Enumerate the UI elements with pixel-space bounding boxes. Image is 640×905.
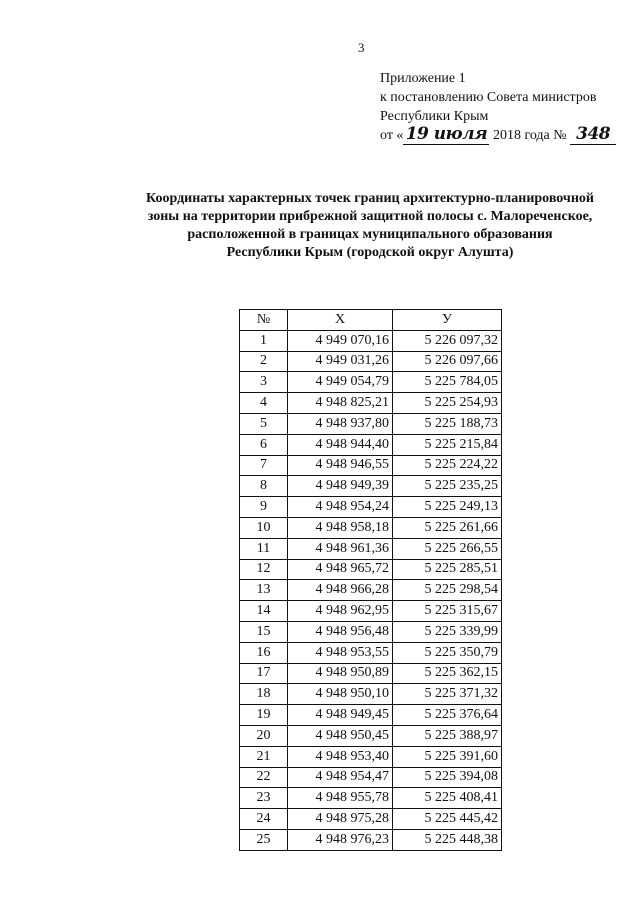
page-number: 3	[358, 40, 365, 55]
cell-y: 5 225 350,79	[393, 642, 502, 663]
cell-x: 4 948 949,45	[288, 705, 393, 726]
cell-y: 5 225 215,84	[393, 434, 502, 455]
table-row	[240, 829, 502, 850]
handwritten-date	[403, 126, 489, 145]
cell-number: 11	[240, 538, 288, 559]
cell-y: 5 225 285,51	[393, 559, 502, 580]
cell-x: 4 949 054,79	[288, 372, 393, 393]
table-row	[240, 559, 502, 580]
cell-number: 13	[240, 580, 288, 601]
cell-number: 6	[240, 434, 288, 455]
cell-x: 4 948 950,89	[288, 663, 393, 684]
table-row	[240, 746, 502, 767]
cell-x: 4 948 954,24	[288, 497, 393, 518]
cell-x: 4 948 961,36	[288, 538, 393, 559]
table-row	[240, 684, 502, 705]
handwritten-number-text: 348	[576, 124, 611, 144]
cell-y: 5 225 784,05	[393, 372, 502, 393]
cell-y: 5 225 371,32	[393, 684, 502, 705]
cell-y: 5 225 266,55	[393, 538, 502, 559]
cell-number: 4	[240, 393, 288, 414]
cell-number: 22	[240, 767, 288, 788]
handwritten-number	[570, 126, 616, 145]
table-row	[240, 476, 502, 497]
table-row	[240, 788, 502, 809]
cell-x: 4 948 950,45	[288, 725, 393, 746]
table-row	[240, 434, 502, 455]
cell-y: 5 225 448,38	[393, 829, 502, 850]
annex-title: Приложение 1	[380, 71, 466, 86]
cell-y: 5 225 315,67	[393, 601, 502, 622]
table-row	[240, 580, 502, 601]
cell-y: 5 225 376,64	[393, 705, 502, 726]
table-row	[240, 330, 502, 351]
cell-y: 5 225 445,42	[393, 809, 502, 830]
cell-number: 17	[240, 663, 288, 684]
table-row	[240, 767, 502, 788]
cell-y: 5 225 235,25	[393, 476, 502, 497]
cell-number: 15	[240, 621, 288, 642]
cell-number: 23	[240, 788, 288, 809]
cell-number: 18	[240, 684, 288, 705]
table-row	[240, 538, 502, 559]
title-line-4: Республики Крым (городской округ Алушта)	[226, 245, 514, 260]
cell-x: 4 948 962,95	[288, 601, 393, 622]
cell-y: 5 225 298,54	[393, 580, 502, 601]
cell-x: 4 948 976,23	[288, 829, 393, 850]
annex-resolution: к постановлению Совета министров	[380, 90, 597, 105]
cell-number: 25	[240, 829, 288, 850]
cell-number: 9	[240, 497, 288, 518]
cell-number: 2	[240, 351, 288, 372]
table-row	[240, 621, 502, 642]
table-row	[240, 725, 502, 746]
cell-number: 19	[240, 705, 288, 726]
cell-y: 5 225 188,73	[393, 413, 502, 434]
table-body	[240, 330, 502, 850]
cell-y: 5 225 408,41	[393, 788, 502, 809]
cell-y: 5 226 097,32	[393, 330, 502, 351]
cell-x: 4 948 975,28	[288, 809, 393, 830]
table-row	[240, 497, 502, 518]
handwritten-date-text: 19 июля	[405, 124, 488, 144]
annex-date-line	[380, 126, 616, 145]
cell-y: 5 225 254,93	[393, 393, 502, 414]
table-row	[240, 809, 502, 830]
cell-number: 5	[240, 413, 288, 434]
title-line-3: расположенной в границах муниципального образования	[187, 227, 553, 242]
cell-y: 5 225 261,66	[393, 517, 502, 538]
title-line-2: зоны на территории прибрежной защитной полосы с. Малореченское,	[147, 209, 593, 224]
date-prefix: от «	[380, 128, 404, 143]
table-row	[240, 393, 502, 414]
document-title	[100, 190, 640, 262]
table-row	[240, 705, 502, 726]
cell-number: 1	[240, 330, 288, 351]
cell-number: 3	[240, 372, 288, 393]
cell-number: 16	[240, 642, 288, 663]
cell-x: 4 948 958,18	[288, 517, 393, 538]
cell-x: 4 948 937,80	[288, 413, 393, 434]
year-text: 2018 года №	[492, 128, 567, 143]
cell-x: 4 948 955,78	[288, 788, 393, 809]
table-row	[240, 663, 502, 684]
cell-x: 4 948 966,28	[288, 580, 393, 601]
table-row	[240, 351, 502, 372]
cell-x: 4 948 953,55	[288, 642, 393, 663]
cell-number: 7	[240, 455, 288, 476]
cell-number: 12	[240, 559, 288, 580]
cell-x: 4 949 031,26	[288, 351, 393, 372]
cell-y: 5 225 339,99	[393, 621, 502, 642]
cell-x: 4 948 950,10	[288, 684, 393, 705]
cell-y: 5 225 224,22	[393, 455, 502, 476]
table-row	[240, 413, 502, 434]
cell-y: 5 225 388,97	[393, 725, 502, 746]
cell-number: 8	[240, 476, 288, 497]
cell-x: 4 948 965,72	[288, 559, 393, 580]
header-number: №	[240, 310, 288, 331]
cell-y: 5 225 394,08	[393, 767, 502, 788]
table-row	[240, 642, 502, 663]
cell-x: 4 948 949,39	[288, 476, 393, 497]
cell-number: 14	[240, 601, 288, 622]
header-y: У	[393, 310, 502, 331]
cell-number: 20	[240, 725, 288, 746]
cell-x: 4 948 956,48	[288, 621, 393, 642]
cell-x: 4 949 070,16	[288, 330, 393, 351]
cell-x: 4 948 954,47	[288, 767, 393, 788]
cell-x: 4 948 825,21	[288, 393, 393, 414]
cell-y: 5 226 097,66	[393, 351, 502, 372]
table-row	[240, 601, 502, 622]
cell-x: 4 948 953,40	[288, 746, 393, 767]
cell-number: 24	[240, 809, 288, 830]
table-row	[240, 517, 502, 538]
table-header-row	[240, 310, 502, 331]
cell-y: 5 225 362,15	[393, 663, 502, 684]
title-line-1: Координаты характерных точек границ архитектурно-планировочной	[146, 191, 594, 206]
cell-number: 21	[240, 746, 288, 767]
table-row	[240, 455, 502, 476]
coordinates-table	[239, 309, 502, 851]
annex-block	[380, 69, 616, 145]
cell-y: 5 225 249,13	[393, 497, 502, 518]
table-row	[240, 372, 502, 393]
header-x: X	[288, 310, 393, 331]
cell-x: 4 948 944,40	[288, 434, 393, 455]
cell-y: 5 225 391,60	[393, 746, 502, 767]
cell-number: 10	[240, 517, 288, 538]
annex-republic: Республики Крым	[380, 109, 489, 124]
cell-x: 4 948 946,55	[288, 455, 393, 476]
